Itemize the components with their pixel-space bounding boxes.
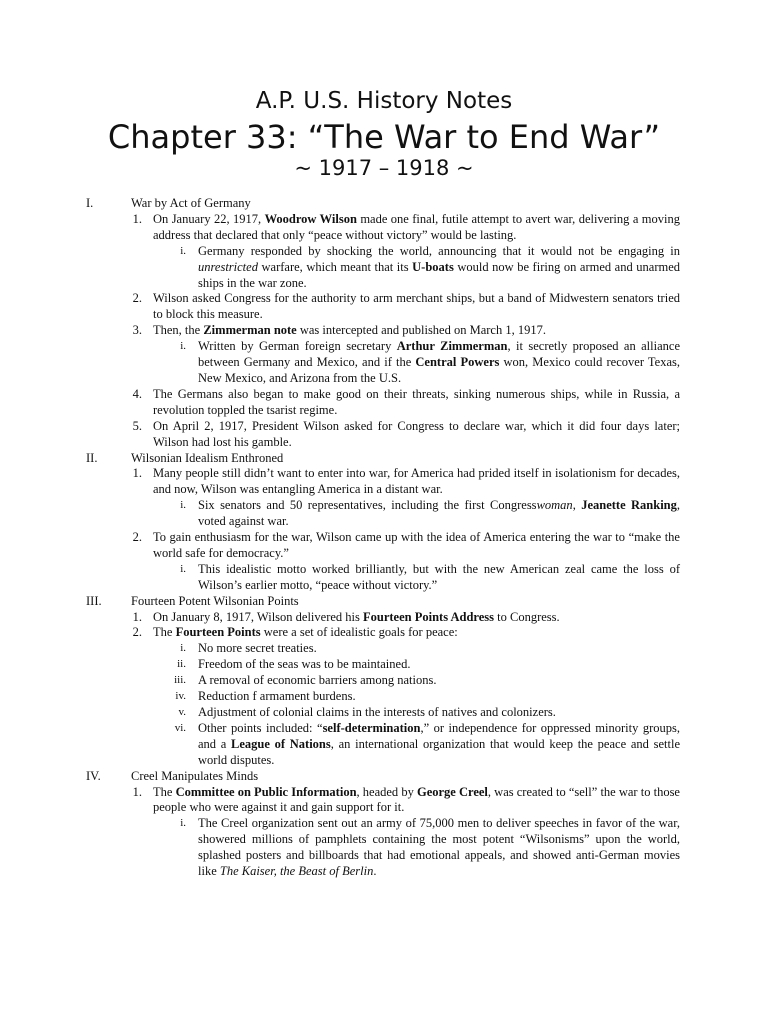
sub-item-number: i. [180,562,186,575]
sub-item-text: Other points included: “ [198,720,323,735]
item-text: On April 2, 1917, President Wilson asked for Congress to declare war, which it did four days later; Wilson had lost his gamble. [153,418,680,449]
item-text: Many people still didn’t want to enter into war, for America had prided itself in isolationism for decades, and now, Wilson was entangling America in a distant war. [153,466,680,497]
sub-item-number: i. [180,817,186,830]
list-item [0,466,768,498]
item-number: 3. [132,323,142,338]
item-number: 1. [132,784,142,799]
list-item [0,610,768,626]
sub-item-text: Freedom of the seas was to be maintained. [198,657,411,672]
key-term: League of Nations [231,736,331,751]
chapter-title: Chapter 33: “The War to End War” [107,118,661,156]
item-text: to Congress. [494,609,560,624]
sub-item-number: i. [180,340,186,353]
emphasis-term: unrestricted [198,259,258,274]
sub-item-number: vi. [174,721,186,734]
list-item [0,291,768,323]
list-item [0,323,768,339]
item-text: The [153,625,176,640]
sub-item [0,657,768,673]
section-title: Wilsonian Idealism Enthroned [131,450,284,465]
key-term: self-determination [322,720,421,735]
sub-item-number: ii. [177,658,186,671]
sub-item-text: This idealistic motto worked brilliantly, but with the new American zeal came the loss of Wilson’s earlier motto, “peace without victory.” [198,561,680,592]
sub-item [0,641,768,657]
section-number: III. [86,593,102,608]
item-number: 1. [132,466,142,481]
sub-item [0,816,768,880]
item-number: 4. [132,386,142,401]
item-text: The Germans also began to make good on their threats, sinking numerous ships, while in Russia, a revolution toppled the tsarist regime. [153,386,680,417]
sub-item [0,498,768,530]
sub-item [0,244,768,292]
list-item [0,212,768,244]
item-text: were a set of idealistic goals for peace: [260,625,458,640]
list-item [0,530,768,562]
item-number: 2. [132,291,142,306]
list-item [0,419,768,451]
sub-item-number: iii. [174,674,186,687]
section-title: Fourteen Potent Wilsonian Points [131,593,299,608]
sub-item-text: . [373,864,377,879]
section-number: I. [86,196,94,210]
list-item [0,625,768,641]
sub-item-text: , an international organization that would keep the peace and settle world disputes. [198,736,680,767]
sub-item-text: won, Mexico could recover Texas, New Mexico, and Arizona from the U.S. [198,355,680,385]
sub-item [0,339,768,387]
key-term: Zimmerman note [203,323,297,338]
sub-item-text: would now be firing on armed and unarmed ships in the war zone. [198,259,681,290]
list-item [0,785,768,817]
sub-item-text: Germany responded by shocking the world, announcing that it would not be engaging in [198,243,680,258]
sub-item-number: iv. [175,690,186,703]
item-text: , was created to “sell” the war to those people who were against it and gain support for it. [153,784,680,815]
key-term: George Creel [416,784,488,799]
item-number: 2. [132,625,142,640]
key-term: Woodrow Wilson [264,211,357,226]
list-item [0,387,768,419]
item-number: 1. [132,609,142,624]
item-text: The [153,784,176,799]
section-4 [0,769,768,785]
sub-item-text: Six senators and 50 representatives, including the first Congress [198,498,537,513]
sub-item-text: Adjustment of colonial claims in the interests of natives and colonizers. [198,705,556,719]
sub-item-text: , it secretly proposed an alliance between Germany and Mexico, and if the [198,339,680,370]
item-number: 2. [132,530,142,545]
item-text: was intercepted and published on March 1, 1917. [296,323,546,338]
item-text: Wilson asked Congress for the authority to arm merchant ships, but a band of Midwestern senators tried to block this measure. [153,291,680,322]
key-term: Jeanette Ranking [581,498,677,513]
item-number: 5. [132,418,142,433]
item-number: 1. [132,211,142,226]
sub-item-text: warfare, which meant that its [257,259,413,274]
key-term: Central Powers [415,355,500,370]
emphasis-term: woman [536,498,573,513]
section-3 [0,594,768,610]
sub-item-text: , voted against war. [198,498,680,529]
sub-item [0,673,768,689]
sub-item [0,721,768,769]
sub-item-number: v. [178,706,186,718]
document-subtitle: A.P. U.S. History Notes [255,88,513,114]
item-text: , headed by [356,784,417,799]
key-term: Fourteen Points Address [363,609,495,624]
sub-item-number: i. [180,499,186,512]
item-text: To gain enthusiasm for the war, Wilson came up with the idea of America entering the war to “make the world safe for democracy.” [153,530,680,560]
section-2 [0,451,768,467]
key-term: Arthur Zimmerman [396,339,508,354]
sub-item [0,689,768,705]
sub-item-text: Written by German foreign secretary [198,339,397,354]
sub-item-text: No more secret treaties. [198,641,317,656]
sub-item-text: , [572,498,582,513]
key-term: Fourteen Points [175,625,261,640]
item-text: On January 8, 1917, Wilson delivered his [153,609,363,624]
sub-item-text: ,” or independence for oppressed minority groups, and a [198,720,680,751]
item-text: On January 22, 1917, [153,211,265,226]
sub-item-number: i. [180,642,186,655]
item-text: made one final, futile attempt to avert war, delivering a moving address that declared that only “peace without victory” would be lasting. [153,211,680,242]
section-title: Creel Manipulates Minds [131,768,259,783]
sub-item-text: The Creel organization sent out an army of 75,000 men to deliver speeches in favor of the war, showered millions of pamphlets containing the most potent “Wilsonisms” upon the world, splashed posters and billboards that had emotional appeals, and showed anti-German movies like [198,816,680,879]
item-text: Then, the [153,323,204,338]
key-term: U-boats [412,259,454,274]
sub-item-text: A removal of economic barriers among nations. [198,673,437,688]
sub-item-number: i. [180,244,186,257]
sub-item-text: Reduction f armament burdens. [198,689,356,704]
sub-item [0,562,768,594]
section-number: II. [86,450,98,465]
section-title: War by Act of Germany [131,196,251,210]
key-term: Committee on Public Information [175,784,357,799]
section-number: IV. [86,768,101,783]
outline-body [0,196,768,880]
sub-item [0,705,768,721]
chapter-dates: ~ 1917 – 1918 ~ [294,156,474,180]
section-1 [0,196,768,212]
film-title: The Kaiser, the Beast of Berlin [219,864,374,879]
